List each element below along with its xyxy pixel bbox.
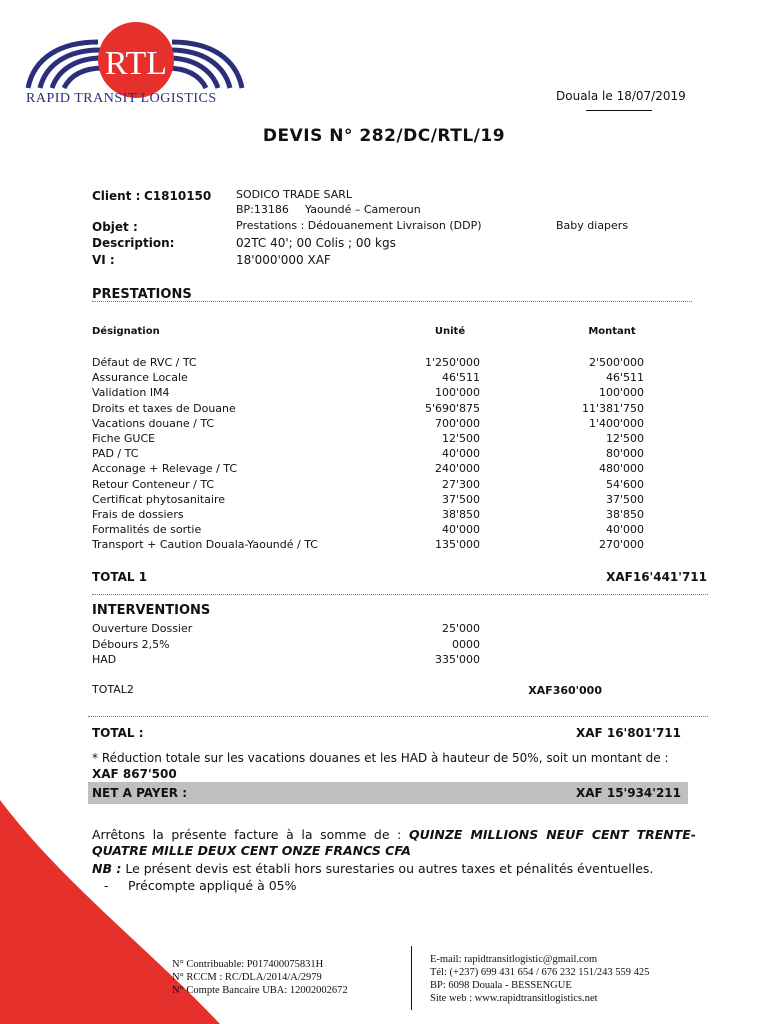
- intervention-unite: 335'000: [434, 653, 480, 666]
- column-header-montant: Montant: [588, 326, 636, 337]
- prestation-montant: 40'000: [605, 523, 644, 537]
- document-title: DEVIS N° 282/DC/RTL/19: [262, 126, 506, 146]
- bullet-dash: -: [104, 878, 109, 893]
- intervention-unite: 25'000: [441, 622, 480, 635]
- prestation-designation: Frais de dossiers: [92, 508, 184, 521]
- footer-bp: BP: 6098 Douala - BESSENGUE: [430, 980, 572, 991]
- interventions-heading: INTERVENTIONS: [92, 603, 211, 618]
- prestation-montant: 100'000: [598, 386, 644, 400]
- prestation-unite: 5'690'875: [424, 401, 480, 415]
- logo-letters: RTL: [104, 45, 168, 82]
- prestation-designation: Certificat phytosanitaire: [92, 492, 226, 506]
- prestation-unite: 46'511: [441, 371, 480, 385]
- prestation-unite: 27'300: [441, 477, 480, 491]
- prestations-divider: [92, 301, 692, 302]
- prestation-montant: 1'400'000: [588, 416, 644, 430]
- prestation-montant: 270'000: [598, 538, 644, 552]
- prestation-designation: Retour Conteneur / TC: [92, 477, 215, 491]
- prestations-heading: PRESTATIONS: [92, 287, 192, 302]
- prestation-designation: Défaut de RVC / TC: [92, 356, 197, 369]
- footer-contribuable: N° Contribuable: P017400075831H: [172, 959, 324, 970]
- date-underline: [586, 110, 652, 111]
- footer-website: Site web : www.rapidtransitlogistics.net: [430, 993, 598, 1004]
- footer-email: E-mail: rapidtransitlogistic@gmail.com: [430, 954, 598, 965]
- company-name: RAPID TRANSIT LOGISTICS: [26, 91, 217, 106]
- prestation-unite: 240'000: [434, 462, 480, 476]
- footer-separator: [411, 946, 412, 1010]
- prestation-montant: 80'000: [605, 447, 644, 461]
- client-city: Yaoundé – Cameroun: [305, 203, 421, 216]
- intervention-designation: Ouverture Dossier: [92, 622, 193, 635]
- total1-value: XAF16'441'711: [606, 570, 707, 584]
- prestation-montant: 38'850: [605, 508, 644, 521]
- nb-note: [92, 861, 696, 877]
- net-label: NET A PAYER :: [92, 786, 188, 800]
- intervention-designation: Débours 2,5%: [92, 637, 170, 651]
- closing-amount-words: QUINZE MILLIONS NEUF CENT TRENTE-QUATRE MILLE DEUX CENT ONZE FRANCS CFA: [92, 827, 696, 858]
- total2-divider: [88, 716, 708, 717]
- column-header-designation: Désignation: [92, 326, 160, 337]
- prestation-designation: PAD / TC: [92, 447, 139, 461]
- prestation-designation: Validation IM4: [92, 386, 170, 400]
- reduction-note: [92, 750, 696, 782]
- prestation-montant: 54'600: [605, 477, 644, 491]
- prestation-designation: Formalités de sortie: [92, 523, 202, 537]
- footer-rccm: N° RCCM : RC/DLA/2014/A/2979: [172, 972, 322, 983]
- prestation-montant: 11'381'750: [581, 401, 644, 415]
- client-code: C1810150: [144, 189, 212, 203]
- reduction-note-text: * Réduction totale sur les vacations douanes et les HAD à hauteur de 50%, soit un montant de :: [92, 751, 669, 765]
- intervention-unite: 0000: [452, 637, 480, 651]
- prestation-montant: 12'500: [605, 432, 644, 445]
- total1-label: TOTAL 1: [92, 570, 148, 584]
- closing-prefix: Arrêtons la présente facture à la somme de :: [92, 827, 402, 842]
- total2-label: TOTAL2: [92, 683, 134, 696]
- prestation-designation: Transport + Caution Douala-Yaoundé / TC: [92, 538, 318, 552]
- grand-total-label: TOTAL :: [92, 726, 144, 740]
- prestation-designation: Droits et taxes de Douane: [92, 401, 236, 415]
- net-value: XAF 15'934'211: [575, 786, 681, 800]
- document-date: Douala le 18/07/2019: [556, 89, 686, 103]
- description-label: Description:: [92, 236, 175, 250]
- grand-total-value: XAF 16'801'711: [575, 726, 681, 740]
- footer-right: [430, 953, 649, 1005]
- prestation-unite: 100'000: [434, 386, 480, 400]
- prestation-unite: 37'500: [441, 492, 480, 506]
- prestation-designation: Acconage + Relevage / TC: [92, 462, 238, 476]
- total1-divider: [92, 594, 708, 595]
- column-header-unite: Unité: [434, 326, 466, 337]
- footer-left: [172, 958, 348, 997]
- prestation-designation: Assurance Locale: [92, 371, 188, 385]
- prestation-montant: 480'000: [598, 462, 644, 476]
- vi-value: 18'000'000 XAF: [236, 253, 331, 267]
- objet-goods: Baby diapers: [556, 219, 629, 232]
- objet-value: Prestations : Dédouanement Livraison (DDP): [236, 219, 482, 232]
- prestation-designation: Vacations douane / TC: [92, 416, 215, 430]
- footer-bank-account: N° Compte Bancaire UBA: 12002002672: [172, 985, 348, 996]
- description-value: 02TC 40'; 00 Colis ; 00 kgs: [236, 236, 396, 250]
- intervention-designation: HAD: [92, 653, 117, 666]
- prestation-unite: 135'000: [434, 538, 480, 552]
- nb-label: NB :: [92, 861, 122, 876]
- prestation-montant: 37'500: [605, 492, 644, 506]
- prestation-unite: 700'000: [434, 416, 480, 430]
- bullet-precompte: Précompte appliqué à 05%: [128, 878, 297, 893]
- client-bp: BP:13186: [236, 203, 289, 216]
- reduction-amount: XAF 867'500: [92, 767, 177, 781]
- prestation-designation: Fiche GUCE: [92, 432, 156, 445]
- prestation-unite: 12'500: [441, 432, 480, 445]
- prestation-unite: 38'850: [441, 508, 480, 521]
- objet-label: Objet :: [92, 220, 138, 234]
- total2-value: XAF360'000: [528, 684, 602, 697]
- nb-text: Le présent devis est établi hors surestaries ou autres taxes et pénalités éventuelles.: [125, 861, 654, 876]
- prestation-montant: 2'500'000: [588, 356, 644, 369]
- client-label: Client :: [92, 189, 141, 203]
- prestation-unite: 1'250'000: [424, 356, 480, 369]
- footer-phone: Tél: (+237) 699 431 654 / 676 232 151/243 559 425: [430, 967, 650, 978]
- vi-label: VI :: [92, 253, 115, 267]
- closing-amount-sentence: [92, 827, 696, 859]
- prestation-unite: 40'000: [441, 447, 480, 461]
- client-name: SODICO TRADE SARL: [236, 188, 353, 201]
- prestation-unite: 40'000: [441, 523, 480, 537]
- prestation-montant: 46'511: [605, 371, 644, 385]
